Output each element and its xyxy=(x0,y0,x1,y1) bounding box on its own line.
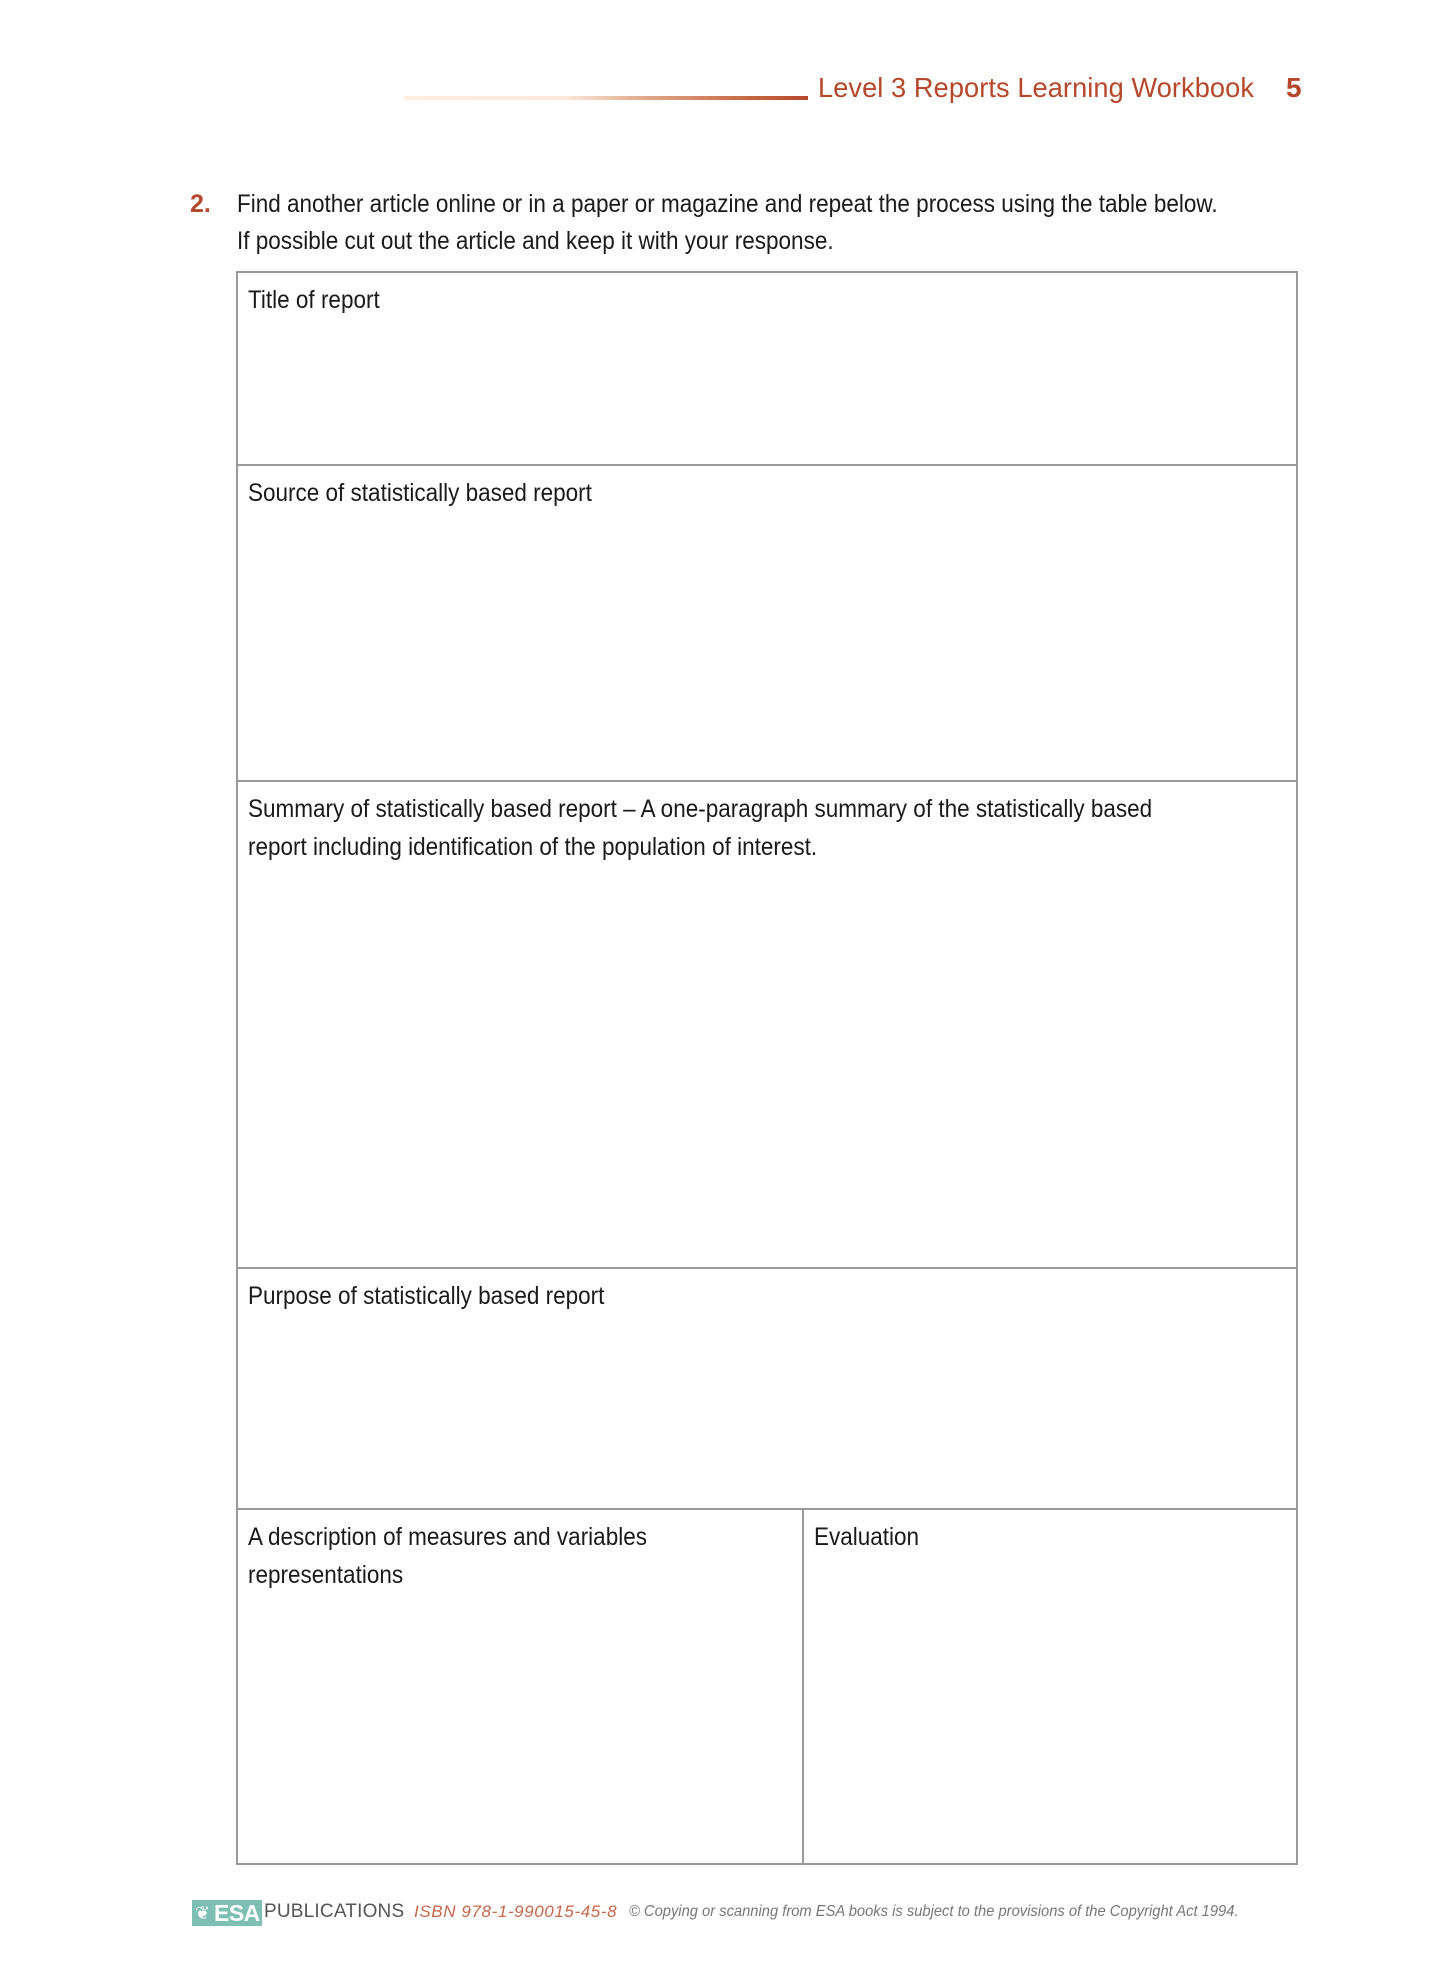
workbook-title: Level 3 Reports Learning Workbook xyxy=(818,72,1254,103)
esa-logo xyxy=(192,1900,262,1926)
summary-cell[interactable] xyxy=(238,782,1296,1269)
isbn: ISBN 978-1-990015-45-8 xyxy=(414,1902,618,1921)
title-of-report-cell[interactable] xyxy=(238,273,1296,466)
question-line: Find another article online or in a paper or magazine and repeat the process using the table below. xyxy=(237,190,1218,218)
footer xyxy=(192,1900,1312,1926)
cell-label: Purpose of statistically based report xyxy=(248,1282,605,1310)
last-row xyxy=(238,1510,1296,1863)
measures-variables-cell[interactable] xyxy=(238,1510,802,1863)
cell-label-line: representations xyxy=(248,1561,404,1589)
leaf-icon: ❦ xyxy=(195,1903,211,1923)
cell-label-line: Summary of statistically based report – A one-paragraph summary of the statistically based xyxy=(248,795,1153,823)
report-analysis-table xyxy=(236,271,1298,1865)
cell-label xyxy=(248,790,1152,866)
header-gradient-rule xyxy=(404,96,808,100)
page-number: 5 xyxy=(1286,72,1302,103)
cell-label: Evaluation xyxy=(814,1523,920,1551)
cell-label xyxy=(248,1518,647,1594)
publisher-name: PUBLICATIONS xyxy=(264,1901,405,1922)
question-line: If possible cut out the article and keep it with your response. xyxy=(237,227,834,255)
purpose-cell[interactable] xyxy=(238,1269,1296,1510)
evaluation-cell[interactable] xyxy=(804,1510,1296,1863)
question-text xyxy=(237,186,1218,260)
logo-text: ESA xyxy=(214,1900,260,1926)
copyright-notice: © Copying or scanning from ESA books is subject to the provisions of the Copyright Act 1994. xyxy=(629,1903,1239,1920)
cell-label: Title of report xyxy=(248,286,380,314)
question-number: 2. xyxy=(190,190,211,218)
source-cell[interactable] xyxy=(238,466,1296,782)
cell-label-line: A description of measures and variables xyxy=(248,1523,647,1551)
cell-label: Source of statistically based report xyxy=(248,479,592,507)
cell-label-line: report including identification of the population of interest. xyxy=(248,833,818,861)
